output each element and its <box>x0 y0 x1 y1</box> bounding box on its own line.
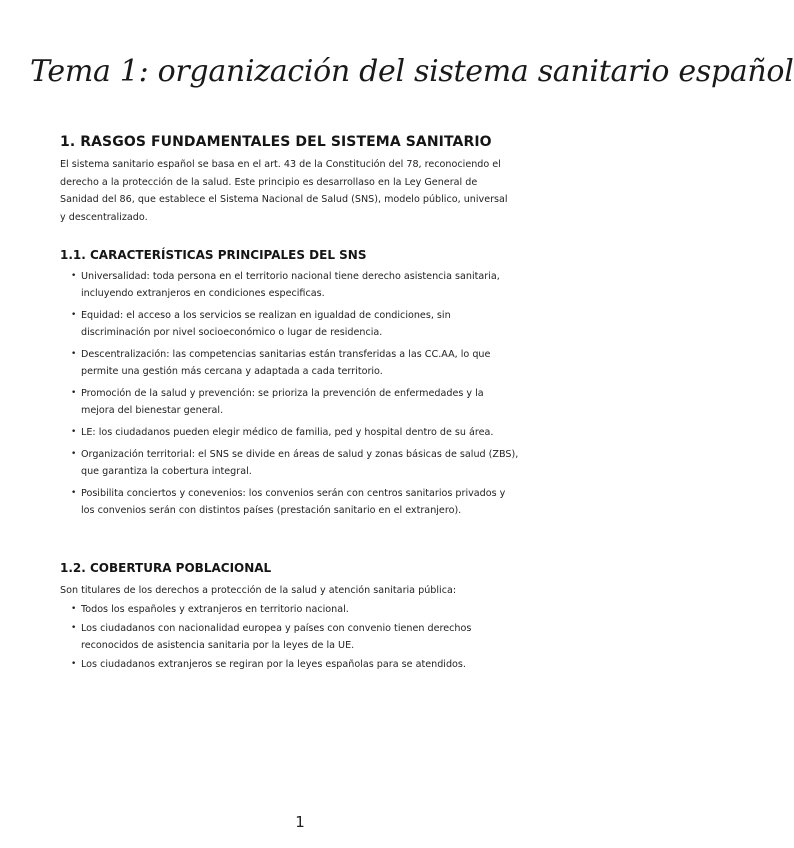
list-item-text: Organización territorial: el SNS se divide en áreas de salud y zonas básicas de salud (ZBS), que garantiza la cobertura integral. <box>81 449 519 477</box>
bullet-icon: • <box>71 310 77 320</box>
list-item-text: Equidad: el acceso a los servicios se realizan en igualdad de condiciones, sin discriminación por nivel socioeconómico o lugar de residencia. <box>81 310 451 338</box>
list-item-text: Los ciudadanos extranjeros se regiran por la leyes españolas para se atendidos. <box>81 659 466 670</box>
bullet-icon: • <box>71 604 77 614</box>
section-1-1-heading: 1.1. CARACTERÍSTICAS PRINCIPALES DEL SNS <box>60 248 367 262</box>
list-item <box>60 346 520 380</box>
document-title: Tema 1: organización del sistema sanitario español <box>30 54 794 89</box>
list-item-text: Los ciudadanos con nacionalidad europea y países con convenio tienen derechos reconocidos de asistencia sanitaria por la leyes de la UE. <box>81 623 472 651</box>
list-item <box>60 268 520 302</box>
list-item-text: Descentralización: las competencias sanitarias están transferidas a las CC.AA, lo que permite una gestión más cercana y adaptada a cada territorio. <box>81 349 491 377</box>
section-1-body: El sistema sanitario español se basa en el art. 43 de la Constitución del 78, reconociendo el derecho a la protección de la salud. Este principio es desarrollaso en la Ley General de Sanidad del 86, que establece el Sistema Nacional de Salud (SNS), modelo público, universal y descentralizado. <box>60 159 508 223</box>
bullet-icon: • <box>71 349 77 359</box>
list-item-text: Promoción de la salud y prevención: se prioriza la prevención de enfermedades y la mejora del bienestar general. <box>81 388 484 416</box>
list-item-text: Universalidad: toda persona en el territorio nacional tiene derecho asistencia sanitaria, incluyendo extranjeros en condiciones especificas. <box>81 271 500 299</box>
bullet-icon: • <box>71 449 77 459</box>
bullet-icon: • <box>71 271 77 281</box>
list-item <box>60 307 520 341</box>
list-item-text: LE: los ciudadanos pueden elegir médico de familia, ped y hospital dentro de su área. <box>81 427 494 438</box>
section-1-2-list <box>60 601 520 673</box>
bullet-icon: • <box>71 488 77 498</box>
section-1-1-list <box>60 268 520 519</box>
list-item <box>60 485 520 519</box>
list-item <box>60 446 520 480</box>
section-1-heading: 1. RASGOS FUNDAMENTALES DEL SISTEMA SANITARIO <box>60 134 492 150</box>
bullet-icon: • <box>71 623 77 633</box>
bullet-icon: • <box>71 427 77 437</box>
bullet-icon: • <box>71 659 77 669</box>
section-1-2-intro: Son titulares de los derechos a protección de la salud y atención sanitaria pública: <box>60 585 457 596</box>
list-item <box>60 601 520 618</box>
list-item <box>60 424 520 441</box>
list-item <box>60 620 520 654</box>
list-item <box>60 656 520 673</box>
section-1-2-heading: 1.2. COBERTURA POBLACIONAL <box>60 561 272 575</box>
list-item-text: Posibilita conciertos y conevenios: los convenios serán con centros sanitarios privados y los convenios serán con distintos países (prestación sanitario en el extranjero). <box>81 488 506 516</box>
page-number: 1 <box>295 813 305 831</box>
list-item-text: Todos los españoles y extranjeros en territorio nacional. <box>81 604 349 615</box>
bullet-icon: • <box>71 388 77 398</box>
list-item <box>60 385 520 419</box>
